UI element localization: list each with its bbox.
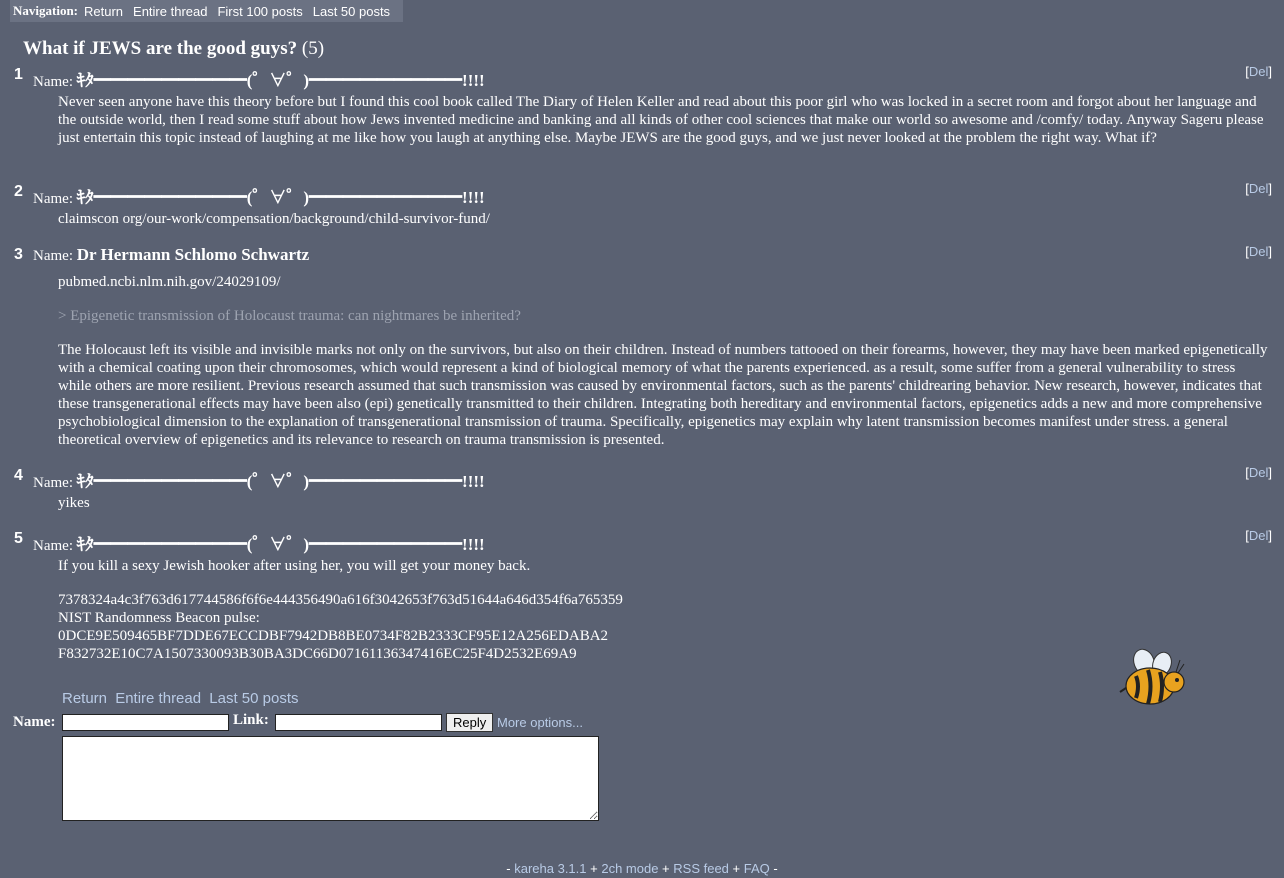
footer: - kareha 3.1.1 + 2ch mode + RSS feed + FAQ -: [506, 861, 778, 876]
post-name-line: [33, 467, 485, 492]
nav-return-link[interactable]: Return: [84, 3, 124, 19]
post-body: [58, 210, 1270, 244]
thread-title: [23, 38, 324, 60]
thread-post-count: (5): [301, 38, 325, 59]
post-body: [58, 273, 1270, 465]
delete-link: [Del]: [1245, 181, 1272, 196]
bottom-return-link[interactable]: Return: [62, 690, 108, 707]
reply-name-input[interactable]: [62, 714, 229, 731]
navigation-label: Navigation:: [13, 3, 78, 18]
bottom-thread-links: [62, 690, 303, 707]
navigation-bar: [10, 0, 403, 22]
bottom-last-50-link[interactable]: Last 50 posts: [209, 690, 299, 707]
delete-button[interactable]: Del: [1248, 528, 1269, 543]
post-body: [58, 494, 1270, 528]
delete-button[interactable]: Del: [1248, 465, 1269, 480]
reply-comment-textarea[interactable]: [62, 736, 599, 821]
post-body: [58, 93, 1270, 163]
post-text: claimscon org/our-work/compensation/background/child-survivor-fund/: [58, 211, 490, 227]
post-text: If you kill a sexy Jewish hooker after using her, you will get your money back.: [58, 558, 531, 574]
post-number[interactable]: 5: [14, 530, 23, 547]
post-number[interactable]: 1: [14, 66, 23, 83]
post-number[interactable]: 4: [14, 467, 23, 484]
nav-entire-thread-link[interactable]: Entire thread: [133, 3, 208, 19]
post-name-line: [33, 530, 485, 555]
post-text: yikes: [58, 495, 90, 511]
reply-button[interactable]: Reply: [446, 713, 493, 732]
post-hash-line: 7378324a4c3f763d617744586f6f6e444356490a616f3042653f763d51644a646d354f6a765359: [58, 592, 623, 608]
reply-name-label: Name:: [13, 714, 56, 730]
post-text: Never seen anyone have this theory before but I found this cool book called The Diary of Helen Keller and read about this poor girl who was locked in a secret room and forgot about her language and the outside world, then I read some stuff about how Jews invented medicine and banking and all kinds of other cool sciences that make our world so awesome and /comfy/ today. Anyway Sageru please just entertain this topic instead of laughing at me like how you laugh at anything else. Maybe JEWS are the good guys, and we just never looked at the problem the right way. What if?: [58, 94, 1264, 146]
reply-link-label: Link:: [233, 712, 269, 728]
post-beacon-label: NIST Randomness Beacon pulse:: [58, 610, 260, 626]
post-number[interactable]: 3: [14, 246, 23, 263]
post-beacon-line-1: 0DCE9E509465BF7DDE67ECCDBF7942DB8BE0734F82B2333CF95E12A256EDABA2: [58, 628, 609, 644]
more-options-link[interactable]: More options...: [497, 715, 583, 730]
post-name-line: [33, 183, 485, 208]
name-label: Name:: [33, 538, 73, 554]
post-link-text: pubmed.ncbi.nlm.nih.gov/24029109/: [58, 274, 281, 290]
delete-link: [Del]: [1245, 465, 1272, 480]
name-label: Name:: [33, 74, 73, 90]
delete-button[interactable]: Del: [1248, 64, 1269, 79]
post-name-line: [33, 66, 485, 91]
poster-name: ｷﾀ━━━━━━━━━(゜∀゜)━━━━━━━━━!!!!: [76, 71, 485, 90]
delete-link: [Del]: [1245, 244, 1272, 259]
post-quote: > Epigenetic transmission of Holocaust trauma: can nightmares be inherited?: [58, 308, 521, 324]
poster-name: ｷﾀ━━━━━━━━━(゜∀゜)━━━━━━━━━!!!!: [76, 472, 485, 491]
post-text: The Holocaust left its visible and invisible marks not only on the survivors, but also on their children. Instead of numbers tattooed on their forearms, however, they may have been marked epigenetically with a chemical coating upon their chromosomes, which would represent a kind of biological memory of what the parents experienced. as a result, some suffer from a general vulnerability to stress while others are more resilient. Previous research assumed that such transmission was caused by environmental factors, such as the parents' childrearing behavior. New research, however, indicates that these transgenerational effects may have been also (epi) genetically transmitted to their children. Integrating both hereditary and environmental factors, epigenetics adds a new and more comprehensive psychobiological dimension to the explanation of transgenerational transmission of trauma. Specifically, epigenetics may explain why latent transmission becomes manifest under stress. a general theoretical overview of epigenetics and its relevance to research on trauma transmission is presented.: [58, 342, 1268, 448]
name-label: Name:: [33, 475, 73, 491]
footer-2ch-mode-link[interactable]: 2ch mode: [601, 861, 659, 876]
name-label: Name:: [33, 191, 73, 207]
post-name-line: [33, 245, 309, 265]
poster-name: ｷﾀ━━━━━━━━━(゜∀゜)━━━━━━━━━!!!!: [76, 535, 485, 554]
post-number[interactable]: 2: [14, 183, 23, 200]
delete-button[interactable]: Del: [1248, 181, 1269, 196]
delete-link: [Del]: [1245, 64, 1272, 79]
poster-name: Dr Hermann Schlomo Schwartz: [76, 245, 310, 264]
nav-last-50-link[interactable]: Last 50 posts: [312, 3, 391, 19]
footer-rss-link[interactable]: RSS feed: [673, 861, 729, 876]
bee-icon: [1118, 648, 1188, 710]
footer-faq-link[interactable]: FAQ: [743, 861, 770, 876]
name-label: Name:: [33, 248, 73, 264]
delete-button[interactable]: Del: [1248, 244, 1269, 259]
thread-title-text: What if JEWS are the good guys?: [23, 38, 298, 59]
nav-first-100-link[interactable]: First 100 posts: [217, 3, 303, 19]
reply-link-input[interactable]: [275, 714, 442, 731]
bottom-entire-thread-link[interactable]: Entire thread: [115, 690, 202, 707]
post-body: [58, 557, 1270, 663]
poster-name: ｷﾀ━━━━━━━━━(゜∀゜)━━━━━━━━━!!!!: [76, 188, 485, 207]
post-beacon-line-2: F832732E10C7A1507330093B30BA3DC66D07161136347416EC25F4D2532E69A9: [58, 646, 577, 662]
delete-link: [Del]: [1245, 528, 1272, 543]
footer-kareha-link[interactable]: kareha 3.1.1: [514, 861, 587, 876]
